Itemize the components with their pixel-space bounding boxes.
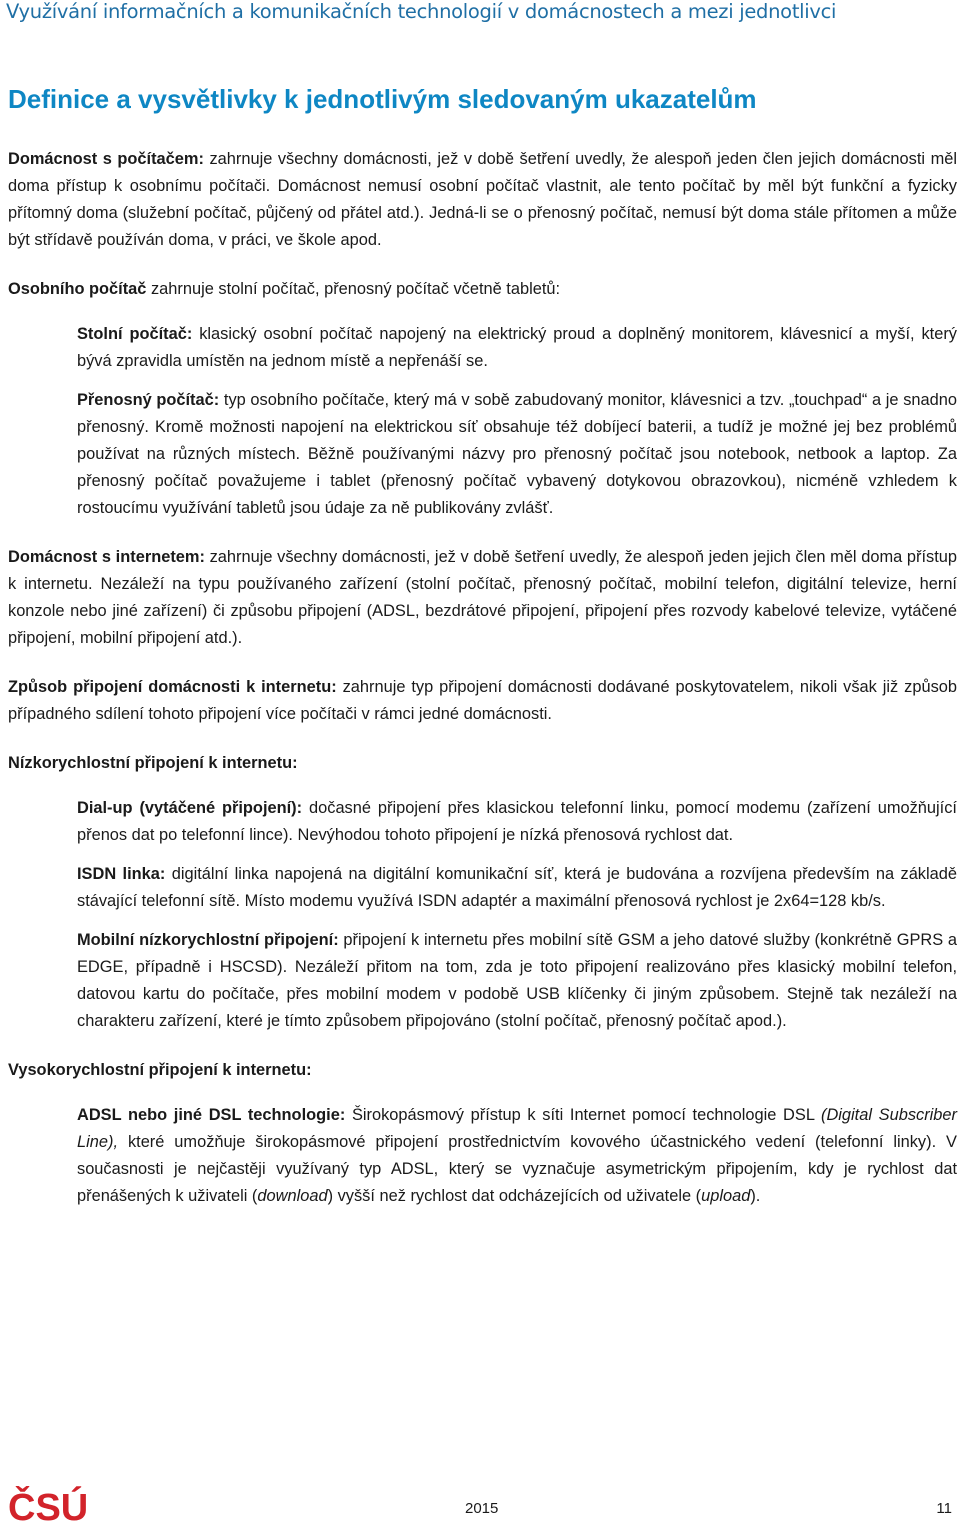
term: Stolní počítač: — [77, 325, 193, 343]
term: Domácnost s internetem: — [8, 548, 205, 566]
definition-text: typ osobního počítače, který má v sobě zabudovaný monitor, klávesnici a tzv. „touchpad“ a je snadno přenosný. Kromě možnosti napojení na elektrickou síť obsahuje též dobíjecí baterii, a tudíž je možné jej bez problémů používat na různých místech. Běžně používanými názvy pro přenosný počítač jsou notebook, netbook a laptop. Za přenosný počítač považujeme i tablet (přenosný počítač vybavený dotykovou obrazovkou), nicméně vzhledem k rostoucímu využívání tabletů jsou údaje za ně publikovány zvlášť. — [77, 391, 957, 517]
term: ISDN linka: — [77, 865, 166, 883]
document-body — [8, 146, 957, 1210]
term: Osobního počítač — [8, 280, 147, 298]
definition-dial-up — [77, 795, 957, 849]
subheading-high-speed: Vysokorychlostní připojení k internetu: — [8, 1061, 312, 1079]
definition-household-with-internet — [8, 544, 957, 652]
definition-text: digitální linka napojená na digitální komunikační síť, která je budována a rozvíjena především na základě stávající telefonní sítě. Místo modemu využívá ISDN adaptér a maximální přenosová rychlost je 2x64=128 kb/s. — [77, 865, 957, 910]
csu-logo — [8, 1484, 88, 1524]
footer-year: 2015 — [465, 1500, 499, 1517]
definition-desktop-computer — [77, 321, 957, 375]
definition-mobile-low-speed — [77, 927, 957, 1035]
definition-text: připojení k internetu přes mobilní sítě GSM a jeho datové služby (konkrétně GPRS a EDGE, případně i HSCSD). Nezáleží přitom na tom, zda je toto připojení realizováno přes klasický mobilní telefon, datovou kartu do počítače, přes mobilní modem v podobě USB klíčenky či jiným způsobem. Stejně tak nezáleží na charakteru zařízení, které je tímto způsobem připojováno (stolní počítač, přenosný počítač apod.). — [77, 931, 957, 1030]
running-header: Využívání informačních a komunikačních technologií v domácnostech a mezi jednotlivci — [6, 0, 837, 23]
definition-portable-computer — [77, 387, 957, 522]
term: ADSL nebo jiné DSL technologie: — [77, 1106, 346, 1124]
definition-text: dočasné připojení přes klasickou telefonní linku, pomocí modemu (zařízení umožňující přenos dat po telefonní lince). Nevýhodou tohoto připojení je nízká přenosová rychlost dat. — [77, 799, 957, 844]
term: Mobilní nízkorychlostní připojení: — [77, 931, 339, 949]
section-title: Definice a vysvětlivky k jednotlivým sledovaným ukazatelům — [8, 84, 757, 114]
definition-adsl: ADSL nebo jiné DSL technologie: Širokopásmový přístup k síti Internet pomocí technologie DSL (Digital Subscriber Line), které umožňuje širokopásmové připojení prostřednictvím kovového účastnického vedení (telefonní linky). V současnosti je nejčastěji využívaný typ ADSL, který se vyznačuje asymetrickým připojením, kdy je rychlost dat přenášených k uživateli (download) vyšší než rychlost dat odcházejících od uživatele (upload). — [77, 1106, 957, 1205]
definition-text: zahrnuje všechny domácnosti, jež v době šetření uvedly, že alespoň jeden člen jejich domácnosti měl doma přístup k osobnímu počítači. Domácnost nemusí osobní počítač vlastnit, ale tento počítač by měl být funkční a fyzicky přítomný doma (služební počítač, půjčený od přátel atd.). Jedná-li se o přenosný počítač, nemusí být doma stále přítomen a může být střídavě používán doma, v práci, ve škole apod. — [8, 150, 957, 249]
definition-text: zahrnuje všechny domácnosti, jež v době šetření uvedly, že alespoň jeden jejich člen měl doma přístup k internetu. Nezáleží na typu používaného zařízení (stolní počítač, přenosný počítač, mobilní telefon, digitální televize, herní konzole nebo jiné zařízení) či způsobu připojení (ADSL, bezdrátové připojení, připojení přes rozvody kabelové televize, vytáčené připojení, mobilní připojení atd.). — [8, 548, 957, 647]
definition-text: zahrnuje typ připojení domácnosti dodávané poskytovatelem, nikoli však již způsob případného sdílení tohoto připojení více počítači v rámci jedné domácnosti. — [8, 678, 957, 723]
definition-personal-computer — [8, 276, 957, 303]
term: Dial-up (vytáčené připojení): — [77, 799, 303, 817]
svg-text:ČSÚ: ČSÚ — [8, 1487, 88, 1524]
term: Způsob připojení domácnosti k internetu: — [8, 678, 337, 696]
definition-text: klasický osobní počítač napojený na elektrický proud a doplněný monitorem, klávesnicí a myší, který bývá zpravidla umístěn na jednom místě a nepřenáší se. — [77, 325, 957, 370]
definition-isdn — [77, 861, 957, 915]
page-number: 11 — [936, 1500, 952, 1517]
definition-connection-method — [8, 674, 957, 728]
term: Přenosný počítač: — [77, 391, 220, 409]
term: Domácnost s počítačem: — [8, 150, 204, 168]
definition-household-with-computer — [8, 146, 957, 254]
subheading-low-speed: Nízkorychlostní připojení k internetu: — [8, 754, 298, 772]
definition-text: zahrnuje stolní počítač, přenosný počítač včetně tabletů: — [146, 280, 561, 298]
